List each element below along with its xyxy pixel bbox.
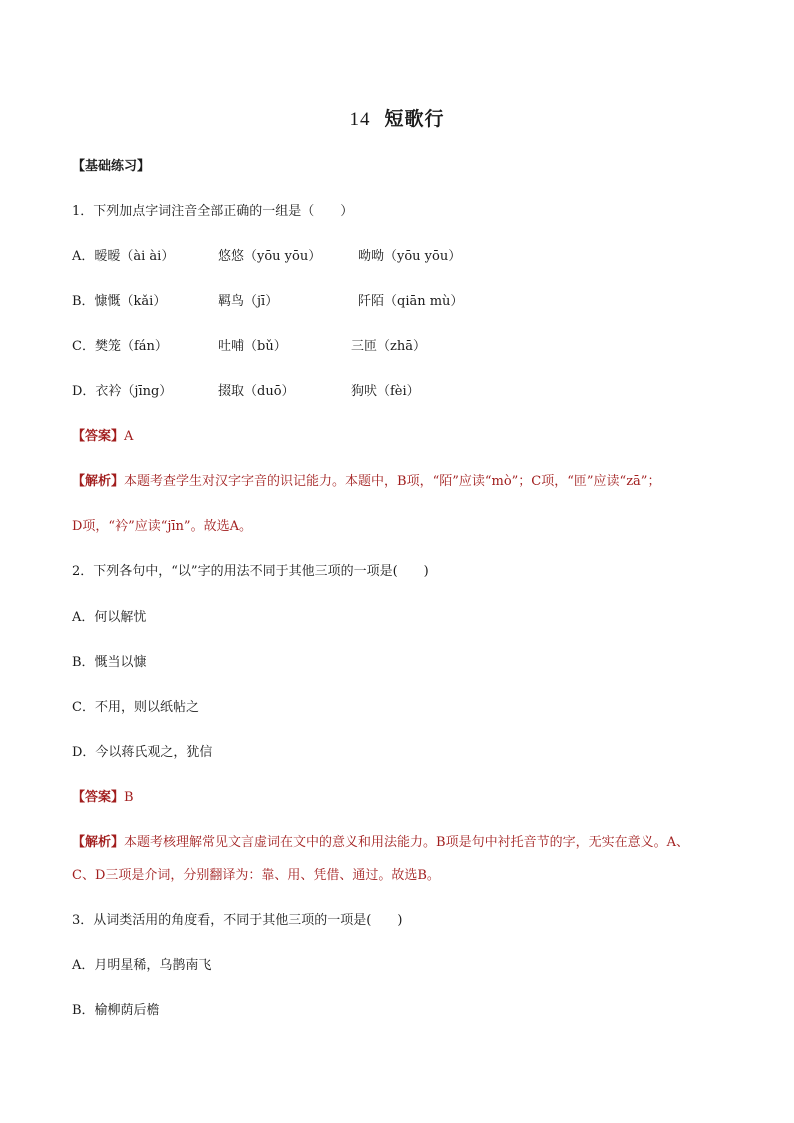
analysis-text: 本题考查学生对汉字字音的识记能力。本题中，B项，“陌”应读“mò”；C项，“匝”应读“zā”； xyxy=(124,474,661,489)
question-2-analysis-line-1 xyxy=(72,833,689,853)
option-d-part-2: 掇取（duō） xyxy=(218,384,295,399)
answer-value: A xyxy=(124,429,134,444)
option-d-part-3: 狗吠（fèi） xyxy=(351,384,420,399)
question-1-analysis-line-2: D项，“衿”应读“jīn”。故选A。 xyxy=(72,519,252,534)
page-title xyxy=(0,104,794,131)
question-1-answer xyxy=(72,427,133,447)
question-2-option-a: A．何以解忧 xyxy=(72,610,147,625)
section-heading: 【基础练习】 xyxy=(72,159,151,174)
lesson-number: 14 xyxy=(349,109,371,130)
question-1-option-a xyxy=(72,247,461,267)
question-3-stem: 3．从词类活用的角度看，不同于其他三项的一项是( ) xyxy=(72,913,403,928)
question-1-analysis-line-1 xyxy=(72,472,660,492)
option-a-part-3: 呦呦（yōu yōu） xyxy=(358,249,462,264)
question-2-option-c: C．不用，则以纸帖之 xyxy=(72,700,199,715)
lesson-title: 短歌行 xyxy=(384,108,445,130)
option-c-part-3: 三匝（zhā） xyxy=(351,339,426,354)
answer-tag: 【答案】 xyxy=(72,790,125,805)
option-b-part-1: B．慷慨（kǎi） xyxy=(72,294,167,309)
option-c-part-1: C．樊笼（fán） xyxy=(72,339,168,354)
option-a-part-2: 悠悠（yōu yōu） xyxy=(218,249,322,264)
option-b-part-2: 羁鸟（jī） xyxy=(218,294,279,309)
option-a-part-1: A．暧暧（ài ài） xyxy=(72,249,175,264)
option-d-part-1: D．衣衿（jīng） xyxy=(72,384,173,399)
analysis-text: 本题考核理解常见文言虚词在文中的意义和用法能力。B项是句中衬托音节的字，无实在意义。A、 xyxy=(124,835,689,850)
option-c-part-2: 吐哺（bǔ） xyxy=(218,339,287,354)
question-3-option-a: A．月明星稀，乌鹊南飞 xyxy=(72,958,212,973)
question-2-analysis-line-2: C、D三项是介词，分别翻译为：靠、用、凭借、通过。故选B。 xyxy=(72,868,440,883)
answer-tag: 【答案】 xyxy=(72,429,125,444)
analysis-tag: 【解析】 xyxy=(72,835,125,850)
question-3-option-b: B．榆柳荫后檐 xyxy=(72,1003,160,1018)
question-2-stem: 2．下列各句中，“以”字的用法不同于其他三项的一项是( ) xyxy=(72,564,429,579)
question-1-stem: 1．下列加点字词注音全部正确的一组是（ ） xyxy=(72,204,354,219)
answer-value: B xyxy=(124,790,134,805)
question-2-option-d: D．今以蒋氏观之，犹信 xyxy=(72,745,213,760)
question-2-option-b: B．慨当以慷 xyxy=(72,655,147,670)
question-1-option-c xyxy=(72,337,426,357)
question-1-option-d xyxy=(72,382,420,402)
analysis-tag: 【解析】 xyxy=(72,474,125,489)
option-b-part-3: 阡陌（qiān mù） xyxy=(358,294,464,309)
question-2-answer xyxy=(72,788,134,808)
question-1-option-b xyxy=(72,292,463,312)
